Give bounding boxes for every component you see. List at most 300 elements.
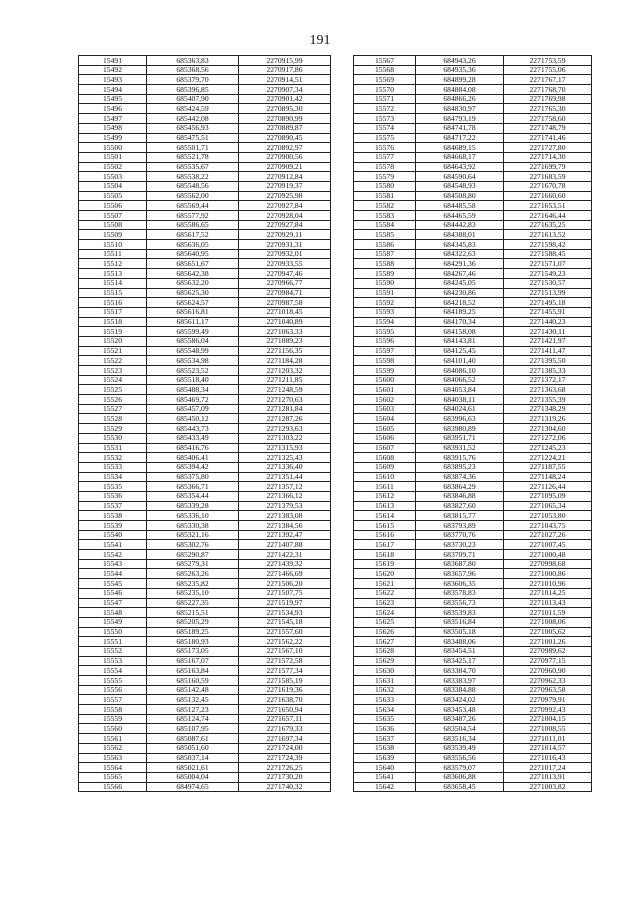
y-coordinate-cell: 2271495,18	[504, 298, 592, 308]
x-coordinate-cell: 685180,93	[147, 637, 239, 647]
y-coordinate-cell: 2271549,23	[504, 269, 592, 279]
y-coordinate-cell: 2271014,25	[504, 588, 592, 598]
x-coordinate-cell: 685132,45	[147, 695, 239, 705]
x-coordinate-cell: 685037,14	[147, 753, 239, 763]
y-coordinate-cell: 2271351,44	[239, 472, 331, 482]
x-coordinate-cell: 685475,51	[147, 133, 239, 143]
table-row	[354, 753, 592, 763]
table-row	[354, 482, 592, 492]
y-coordinate-cell: 2271363,68	[504, 385, 592, 395]
x-coordinate-cell: 685617,52	[147, 230, 239, 240]
x-coordinate-cell: 685087,61	[147, 734, 239, 744]
y-coordinate-cell: 2270919,37	[239, 181, 331, 191]
table-row	[79, 511, 331, 521]
point-number-cell: 15591	[354, 288, 416, 298]
table-row	[354, 608, 592, 618]
y-coordinate-cell: 2270901,42	[239, 94, 331, 104]
point-number-cell: 15605	[354, 424, 416, 434]
y-coordinate-cell: 2271187,55	[504, 462, 592, 472]
x-coordinate-cell: 683579,07	[416, 763, 504, 773]
x-coordinate-cell: 683488,06	[416, 637, 504, 647]
x-coordinate-cell: 684322,63	[416, 249, 504, 259]
table-row	[79, 356, 331, 366]
y-coordinate-cell: 2271567,10	[239, 646, 331, 656]
x-coordinate-cell: 685160,59	[147, 676, 239, 686]
x-coordinate-cell: 684943,26	[416, 56, 504, 66]
point-number-cell: 15593	[354, 307, 416, 317]
x-coordinate-cell: 685450,12	[147, 414, 239, 424]
y-coordinate-cell: 2270977,15	[504, 656, 592, 666]
table-row	[354, 404, 592, 414]
y-coordinate-cell: 2270929,11	[239, 230, 331, 240]
table-row	[354, 695, 592, 705]
x-coordinate-cell: 685642,38	[147, 269, 239, 279]
point-number-cell: 15562	[79, 743, 147, 753]
y-coordinate-cell: 2271008,55	[504, 724, 592, 734]
table-body-left	[79, 56, 331, 792]
y-coordinate-cell: 2270998,68	[504, 559, 592, 569]
y-coordinate-cell: 2270889,87	[239, 123, 331, 133]
x-coordinate-cell: 684442,83	[416, 220, 504, 230]
y-coordinate-cell: 2270947,46	[239, 269, 331, 279]
table-row	[79, 482, 331, 492]
y-coordinate-cell: 2271638,70	[239, 695, 331, 705]
point-number-cell: 15577	[354, 152, 416, 162]
x-coordinate-cell: 683556,73	[416, 598, 504, 608]
table-row	[79, 763, 331, 773]
y-coordinate-cell: 2271724,00	[239, 743, 331, 753]
table-row	[354, 143, 592, 153]
x-coordinate-cell: 685535,67	[147, 162, 239, 172]
table-row	[79, 724, 331, 734]
point-number-cell: 15533	[79, 462, 147, 472]
y-coordinate-cell: 2271422,31	[239, 550, 331, 560]
x-coordinate-cell: 685051,60	[147, 743, 239, 753]
table-row	[79, 453, 331, 463]
x-coordinate-cell: 684189,25	[416, 307, 504, 317]
table-row	[354, 288, 592, 298]
point-number-cell: 15588	[354, 259, 416, 269]
table-row	[354, 424, 592, 434]
y-coordinate-cell: 2271053,80	[504, 511, 592, 521]
point-number-cell: 15578	[354, 162, 416, 172]
y-coordinate-cell: 2271653,51	[504, 201, 592, 211]
x-coordinate-cell: 685407,90	[147, 94, 239, 104]
table-row	[79, 385, 331, 395]
x-coordinate-cell: 683516,34	[416, 734, 504, 744]
point-number-cell: 15567	[354, 56, 416, 66]
table-row	[354, 491, 592, 501]
table-row	[79, 336, 331, 346]
point-number-cell: 15555	[79, 676, 147, 686]
y-coordinate-cell: 2271016,43	[504, 753, 592, 763]
point-number-cell: 15615	[354, 521, 416, 531]
x-coordinate-cell: 684125,45	[416, 346, 504, 356]
table-row	[354, 249, 592, 259]
table-row	[79, 133, 331, 143]
y-coordinate-cell: 2270927,84	[239, 220, 331, 230]
point-number-cell: 15525	[79, 385, 147, 395]
table-row	[354, 356, 592, 366]
y-coordinate-cell: 2271411,47	[504, 346, 592, 356]
x-coordinate-cell: 685394,42	[147, 462, 239, 472]
point-number-cell: 15522	[79, 356, 147, 366]
point-number-cell: 15580	[354, 181, 416, 191]
x-coordinate-cell: 685107,95	[147, 724, 239, 734]
x-coordinate-cell: 685538,22	[147, 172, 239, 182]
point-number-cell: 15569	[354, 75, 416, 85]
table-row	[354, 201, 592, 211]
x-coordinate-cell: 685173,05	[147, 646, 239, 656]
y-coordinate-cell: 2271303,22	[239, 433, 331, 443]
table-row	[354, 269, 592, 279]
y-coordinate-cell: 2270900,56	[239, 152, 331, 162]
table-row	[354, 550, 592, 560]
table-row	[79, 598, 331, 608]
point-number-cell: 15511	[79, 249, 147, 259]
y-coordinate-cell: 2270928,04	[239, 211, 331, 221]
point-number-cell: 15537	[79, 501, 147, 511]
table-row	[354, 705, 592, 715]
x-coordinate-cell: 683539,49	[416, 743, 504, 753]
x-coordinate-cell: 684689,15	[416, 143, 504, 153]
point-number-cell: 15557	[79, 695, 147, 705]
table-row	[79, 278, 331, 288]
point-number-cell: 15495	[79, 94, 147, 104]
y-coordinate-cell: 2270927,84	[239, 201, 331, 211]
y-coordinate-cell: 2271768,70	[504, 85, 592, 95]
point-number-cell: 15626	[354, 627, 416, 637]
point-number-cell: 15544	[79, 569, 147, 579]
y-coordinate-cell: 2271315,93	[239, 443, 331, 453]
table-row	[354, 676, 592, 686]
table-row	[79, 676, 331, 686]
y-coordinate-cell: 2271245,23	[504, 443, 592, 453]
point-number-cell: 15642	[354, 782, 416, 792]
y-coordinate-cell: 2271010,96	[504, 579, 592, 589]
x-coordinate-cell: 684741,78	[416, 123, 504, 133]
table-row	[79, 104, 331, 114]
y-coordinate-cell: 2271534,93	[239, 608, 331, 618]
point-number-cell: 15552	[79, 646, 147, 656]
y-coordinate-cell: 2270915,99	[239, 56, 331, 66]
coordinates-table-right	[353, 55, 592, 792]
point-number-cell: 15575	[354, 133, 416, 143]
y-coordinate-cell: 2271000,86	[504, 569, 592, 579]
x-coordinate-cell: 684143,81	[416, 336, 504, 346]
table-row	[354, 56, 592, 66]
point-number-cell: 15516	[79, 298, 147, 308]
y-coordinate-cell: 2271588,45	[504, 249, 592, 259]
table-row	[354, 734, 592, 744]
y-coordinate-cell: 2270912,84	[239, 172, 331, 182]
y-coordinate-cell: 2271562,22	[239, 637, 331, 647]
point-number-cell: 15620	[354, 569, 416, 579]
y-coordinate-cell: 2271466,69	[239, 569, 331, 579]
point-number-cell: 15513	[79, 269, 147, 279]
y-coordinate-cell: 2271095,09	[504, 491, 592, 501]
point-number-cell: 15505	[79, 191, 147, 201]
y-coordinate-cell: 2271287,26	[239, 414, 331, 424]
x-coordinate-cell: 685379,70	[147, 75, 239, 85]
y-coordinate-cell: 2271646,44	[504, 211, 592, 221]
point-number-cell: 15540	[79, 530, 147, 540]
y-coordinate-cell: 2271357,12	[239, 482, 331, 492]
point-number-cell: 15566	[79, 782, 147, 792]
x-coordinate-cell: 685021,61	[147, 763, 239, 773]
x-coordinate-cell: 684884,08	[416, 85, 504, 95]
table-row	[79, 327, 331, 337]
y-coordinate-cell: 2271348,29	[504, 404, 592, 414]
x-coordinate-cell: 685640,95	[147, 249, 239, 259]
table-row	[79, 695, 331, 705]
point-number-cell: 15501	[79, 152, 147, 162]
table-row	[354, 181, 592, 191]
table-row	[354, 579, 592, 589]
x-coordinate-cell: 683606,88	[416, 772, 504, 782]
y-coordinate-cell: 2271660,60	[504, 191, 592, 201]
point-number-cell: 15594	[354, 317, 416, 327]
table-row	[79, 94, 331, 104]
table-row	[79, 346, 331, 356]
table-row	[79, 540, 331, 550]
point-number-cell: 15492	[79, 65, 147, 75]
point-number-cell: 15634	[354, 705, 416, 715]
y-coordinate-cell: 2271455,91	[504, 307, 592, 317]
x-coordinate-cell: 683730,23	[416, 540, 504, 550]
x-coordinate-cell: 684218,52	[416, 298, 504, 308]
table-row	[79, 240, 331, 250]
point-number-cell: 15595	[354, 327, 416, 337]
point-number-cell: 15524	[79, 375, 147, 385]
x-coordinate-cell: 685632,20	[147, 278, 239, 288]
table-row	[79, 608, 331, 618]
table-row	[79, 114, 331, 124]
y-coordinate-cell: 2271598,42	[504, 240, 592, 250]
point-number-cell: 15558	[79, 705, 147, 715]
y-coordinate-cell: 2271430,11	[504, 327, 592, 337]
y-coordinate-cell: 2270909,21	[239, 162, 331, 172]
point-number-cell: 15586	[354, 240, 416, 250]
y-coordinate-cell: 2271635,25	[504, 220, 592, 230]
point-number-cell: 15608	[354, 453, 416, 463]
table-row	[79, 656, 331, 666]
x-coordinate-cell: 684101,40	[416, 356, 504, 366]
x-coordinate-cell: 685354,44	[147, 491, 239, 501]
point-number-cell: 15519	[79, 327, 147, 337]
point-number-cell: 15547	[79, 598, 147, 608]
table-row	[79, 366, 331, 376]
point-number-cell: 15600	[354, 375, 416, 385]
table-row	[79, 491, 331, 501]
x-coordinate-cell: 683384,88	[416, 685, 504, 695]
table-row	[354, 617, 592, 627]
x-coordinate-cell: 683931,52	[416, 443, 504, 453]
point-number-cell: 15604	[354, 414, 416, 424]
point-number-cell: 15550	[79, 627, 147, 637]
y-coordinate-cell: 2271383,08	[239, 511, 331, 521]
x-coordinate-cell: 683487,26	[416, 714, 504, 724]
y-coordinate-cell: 2270966,77	[239, 278, 331, 288]
table-row	[79, 743, 331, 753]
point-number-cell: 15549	[79, 617, 147, 627]
y-coordinate-cell: 2271619,36	[239, 685, 331, 695]
point-number-cell: 15579	[354, 172, 416, 182]
point-number-cell: 15599	[354, 366, 416, 376]
table-row	[79, 772, 331, 782]
y-coordinate-cell: 2271379,53	[239, 501, 331, 511]
table-row	[79, 462, 331, 472]
x-coordinate-cell: 684508,80	[416, 191, 504, 201]
y-coordinate-cell: 2270890,45	[239, 133, 331, 143]
x-coordinate-cell: 683793,89	[416, 521, 504, 531]
y-coordinate-cell: 2271384,56	[239, 521, 331, 531]
point-number-cell: 15508	[79, 220, 147, 230]
y-coordinate-cell: 2271336,40	[239, 462, 331, 472]
table-row	[79, 617, 331, 627]
table-row	[354, 395, 592, 405]
x-coordinate-cell: 684717,22	[416, 133, 504, 143]
table-row	[354, 259, 592, 269]
x-coordinate-cell: 683915,76	[416, 453, 504, 463]
x-coordinate-cell: 683424,02	[416, 695, 504, 705]
y-coordinate-cell: 2271407,88	[239, 540, 331, 550]
x-coordinate-cell: 684158,08	[416, 327, 504, 337]
x-coordinate-cell: 685534,98	[147, 356, 239, 366]
y-coordinate-cell: 2271577,34	[239, 666, 331, 676]
y-coordinate-cell: 2271506,20	[239, 579, 331, 589]
y-coordinate-cell: 2271011,59	[504, 608, 592, 618]
table-row	[354, 317, 592, 327]
point-number-cell: 15539	[79, 521, 147, 531]
table-row	[354, 278, 592, 288]
x-coordinate-cell: 685577,92	[147, 211, 239, 221]
point-number-cell: 15506	[79, 201, 147, 211]
table-row	[354, 65, 592, 75]
table-row	[354, 230, 592, 240]
table-row	[79, 472, 331, 482]
point-number-cell: 15601	[354, 385, 416, 395]
y-coordinate-cell: 2270979,91	[504, 695, 592, 705]
coordinates-table-left	[78, 55, 331, 792]
point-number-cell: 15633	[354, 695, 416, 705]
point-number-cell: 15618	[354, 550, 416, 560]
point-number-cell: 15627	[354, 637, 416, 647]
point-number-cell: 15518	[79, 317, 147, 327]
table-row	[79, 424, 331, 434]
point-number-cell: 15551	[79, 637, 147, 647]
x-coordinate-cell: 684485,58	[416, 201, 504, 211]
point-number-cell: 15581	[354, 191, 416, 201]
table-row	[354, 114, 592, 124]
x-coordinate-cell: 684170,34	[416, 317, 504, 327]
x-coordinate-cell: 684899,28	[416, 75, 504, 85]
y-coordinate-cell: 2271726,25	[239, 763, 331, 773]
x-coordinate-cell: 684024,61	[416, 404, 504, 414]
x-coordinate-cell: 684830,97	[416, 104, 504, 114]
point-number-cell: 15565	[79, 772, 147, 782]
x-coordinate-cell: 685339,28	[147, 501, 239, 511]
point-number-cell: 15602	[354, 395, 416, 405]
table-row	[79, 753, 331, 763]
y-coordinate-cell: 2271011,01	[504, 734, 592, 744]
table-row	[354, 104, 592, 114]
table-row	[354, 724, 592, 734]
y-coordinate-cell: 2271755,06	[504, 65, 592, 75]
y-coordinate-cell: 2271000,48	[504, 550, 592, 560]
x-coordinate-cell: 685235,82	[147, 579, 239, 589]
x-coordinate-cell: 685167,07	[147, 656, 239, 666]
point-number-cell: 15587	[354, 249, 416, 259]
y-coordinate-cell: 2271758,60	[504, 114, 592, 124]
x-coordinate-cell: 685321,16	[147, 530, 239, 540]
x-coordinate-cell: 683951,71	[416, 433, 504, 443]
x-coordinate-cell: 683827,60	[416, 501, 504, 511]
point-number-cell: 15585	[354, 230, 416, 240]
y-coordinate-cell: 2270931,31	[239, 240, 331, 250]
x-coordinate-cell: 685189,25	[147, 627, 239, 637]
point-number-cell: 15556	[79, 685, 147, 695]
x-coordinate-cell: 685442,08	[147, 114, 239, 124]
point-number-cell: 15517	[79, 307, 147, 317]
point-number-cell: 15640	[354, 763, 416, 773]
table-row	[79, 637, 331, 647]
table-row	[354, 75, 592, 85]
point-number-cell: 15512	[79, 259, 147, 269]
x-coordinate-cell: 683453,48	[416, 705, 504, 715]
table-row	[354, 385, 592, 395]
x-coordinate-cell: 684038,11	[416, 395, 504, 405]
x-coordinate-cell: 685205,29	[147, 617, 239, 627]
y-coordinate-cell: 2270960,90	[504, 666, 592, 676]
x-coordinate-cell: 685127,23	[147, 705, 239, 715]
x-coordinate-cell: 683657,96	[416, 569, 504, 579]
x-coordinate-cell: 684267,46	[416, 269, 504, 279]
x-coordinate-cell: 685562,00	[147, 191, 239, 201]
y-coordinate-cell: 2271372,17	[504, 375, 592, 385]
y-coordinate-cell: 2271395,50	[504, 356, 592, 366]
x-coordinate-cell: 685396,85	[147, 85, 239, 95]
x-coordinate-cell: 685416,76	[147, 443, 239, 453]
point-number-cell: 15534	[79, 472, 147, 482]
y-coordinate-cell: 2271005,62	[504, 627, 592, 637]
point-number-cell: 15624	[354, 608, 416, 618]
y-coordinate-cell: 2271224,21	[504, 453, 592, 463]
point-number-cell: 15510	[79, 240, 147, 250]
x-coordinate-cell: 684643,92	[416, 162, 504, 172]
y-coordinate-cell: 2271714,30	[504, 152, 592, 162]
table-row	[354, 94, 592, 104]
y-coordinate-cell: 2271325,43	[239, 453, 331, 463]
y-coordinate-cell: 2271385,33	[504, 366, 592, 376]
x-coordinate-cell: 683687,80	[416, 559, 504, 569]
table-row	[79, 627, 331, 637]
point-number-cell: 15621	[354, 579, 416, 589]
x-coordinate-cell: 685004,04	[147, 772, 239, 782]
y-coordinate-cell: 2271270,63	[239, 395, 331, 405]
table-row	[354, 743, 592, 753]
y-coordinate-cell: 2271007,45	[504, 540, 592, 550]
point-number-cell: 15635	[354, 714, 416, 724]
point-number-cell: 15521	[79, 346, 147, 356]
page-number: 191	[309, 33, 331, 48]
y-coordinate-cell: 2271557,60	[239, 627, 331, 637]
point-number-cell: 15536	[79, 491, 147, 501]
table-row	[354, 666, 592, 676]
y-coordinate-cell: 2271670,78	[504, 181, 592, 191]
y-coordinate-cell: 2271753,59	[504, 56, 592, 66]
table-row	[354, 162, 592, 172]
